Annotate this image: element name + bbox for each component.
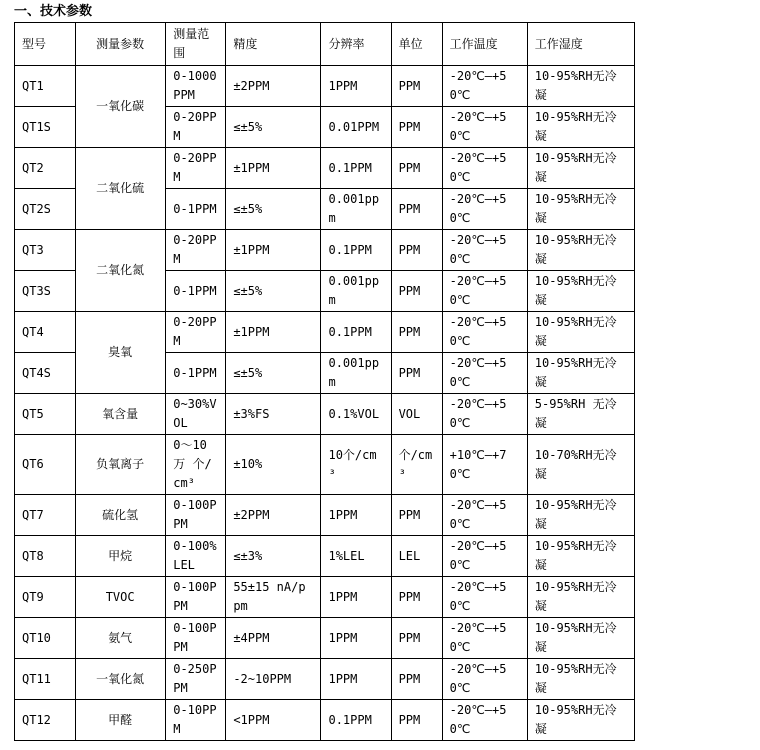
cell-resolution: 1PPM [321,66,391,107]
table-row [15,700,635,741]
cell-range: 0-1PPM [166,271,226,312]
cell-resolution: 1PPM [321,577,391,618]
cell-humidity: 5-95%RH 无冷凝 [527,394,634,435]
cell-resolution: 1%LEL [321,536,391,577]
cell-temp: -20℃—+50℃ [442,271,527,312]
header-cell-3: 精度 [226,23,321,66]
cell-accuracy: ±1PPM [226,312,321,353]
cell-humidity: 10-95%RH无冷凝 [527,659,634,700]
cell-unit: PPM [391,618,442,659]
cell-model: QT6 [15,435,76,495]
header-cell-1: 测量参数 [76,23,166,66]
cell-model: QT2S [15,189,76,230]
table-row [15,230,635,271]
cell-unit: PPM [391,659,442,700]
cell-accuracy: ±3%FS [226,394,321,435]
cell-resolution: 0.001ppm [321,353,391,394]
cell-resolution: 0.1PPM [321,230,391,271]
cell-humidity: 10-95%RH无冷凝 [527,536,634,577]
cell-humidity: 10-95%RH无冷凝 [527,148,634,189]
cell-unit: PPM [391,312,442,353]
cell-range: 0-20PPM [166,230,226,271]
cell-model: QT11 [15,659,76,700]
cell-range: 0~30%VOL [166,394,226,435]
cell-accuracy: ≤±5% [226,107,321,148]
cell-param: 二氧化硫 [76,148,166,230]
cell-temp: -20℃—+50℃ [442,495,527,536]
cell-param: 负氧离子 [76,435,166,495]
table-row [15,66,635,107]
cell-temp: -20℃—+50℃ [442,189,527,230]
cell-unit: VOL [391,394,442,435]
header-cell-5: 单位 [391,23,442,66]
cell-resolution: 10个/cm³ [321,435,391,495]
table-row [15,536,635,577]
table-body [15,66,635,741]
cell-unit: PPM [391,495,442,536]
cell-range: 0-100%LEL [166,536,226,577]
cell-range: 0-100PPM [166,618,226,659]
cell-model: QT4 [15,312,76,353]
cell-model: QT7 [15,495,76,536]
cell-humidity: 10-95%RH无冷凝 [527,271,634,312]
cell-model: QT9 [15,577,76,618]
cell-resolution: 0.001ppm [321,271,391,312]
table-row [15,659,635,700]
cell-accuracy: ±1PPM [226,148,321,189]
cell-range: 0-20PPM [166,107,226,148]
header-cell-0: 型号 [15,23,76,66]
cell-param: 一氧化氮 [76,659,166,700]
cell-humidity: 10-95%RH无冷凝 [527,495,634,536]
cell-humidity: 10-95%RH无冷凝 [527,312,634,353]
table-row [15,618,635,659]
header-cell-2: 测量范围 [166,23,226,66]
header-cell-4: 分辨率 [321,23,391,66]
cell-humidity: 10-95%RH无冷凝 [527,189,634,230]
cell-range: 0-250PPM [166,659,226,700]
cell-resolution: 0.1%VOL [321,394,391,435]
cell-param: 一氧化碳 [76,66,166,148]
table-row [15,435,635,495]
cell-param: TVOC [76,577,166,618]
cell-resolution: 1PPM [321,618,391,659]
cell-model: QT1 [15,66,76,107]
cell-model: QT8 [15,536,76,577]
cell-range: 0-1PPM [166,189,226,230]
cell-unit: PPM [391,577,442,618]
cell-param: 氨气 [76,618,166,659]
cell-temp: -20℃—+50℃ [442,148,527,189]
cell-model: QT3 [15,230,76,271]
cell-param: 甲醛 [76,700,166,741]
cell-temp: -20℃—+50℃ [442,107,527,148]
cell-accuracy: ±1PPM [226,230,321,271]
cell-accuracy: 55±15 nA/ppm [226,577,321,618]
cell-humidity: 10-70%RH无冷凝 [527,435,634,495]
cell-range: 0-1PPM [166,353,226,394]
cell-humidity: 10-95%RH无冷凝 [527,353,634,394]
table-row [15,394,635,435]
cell-accuracy: ≤±5% [226,353,321,394]
cell-range: 0-20PPM [166,148,226,189]
cell-temp: -20℃—+50℃ [442,66,527,107]
cell-temp: -20℃—+50℃ [442,312,527,353]
cell-resolution: 0.1PPM [321,700,391,741]
page-title: 一、技术参数 [14,4,93,19]
cell-unit: 个/cm³ [391,435,442,495]
cell-param: 氧含量 [76,394,166,435]
cell-range: 0～10万 个/cm³ [166,435,226,495]
cell-accuracy: ≤±5% [226,271,321,312]
cell-param: 二氧化氮 [76,230,166,312]
cell-model: QT10 [15,618,76,659]
cell-model: QT12 [15,700,76,741]
cell-unit: PPM [391,271,442,312]
cell-temp: -20℃—+50℃ [442,353,527,394]
cell-temp: -20℃—+50℃ [442,536,527,577]
cell-temp: -20℃—+50℃ [442,394,527,435]
cell-accuracy: ≤±5% [226,189,321,230]
cell-humidity: 10-95%RH无冷凝 [527,577,634,618]
cell-accuracy: ±2PPM [226,495,321,536]
table-header-row [15,23,635,66]
cell-resolution: 1PPM [321,659,391,700]
cell-param: 甲烷 [76,536,166,577]
table-row [15,495,635,536]
cell-humidity: 10-95%RH无冷凝 [527,107,634,148]
cell-accuracy: ≤±3% [226,536,321,577]
cell-range: 0-100PPM [166,577,226,618]
cell-resolution: 0.1PPM [321,312,391,353]
cell-humidity: 10-95%RH无冷凝 [527,230,634,271]
cell-resolution: 1PPM [321,495,391,536]
cell-temp: -20℃—+50℃ [442,577,527,618]
cell-resolution: 0.01PPM [321,107,391,148]
cell-unit: PPM [391,107,442,148]
table-row [15,577,635,618]
cell-unit: PPM [391,700,442,741]
cell-temp: -20℃—+50℃ [442,230,527,271]
cell-resolution: 0.001ppm [321,189,391,230]
cell-unit: PPM [391,189,442,230]
cell-temp: -20℃—+50℃ [442,659,527,700]
cell-model: QT4S [15,353,76,394]
cell-model: QT2 [15,148,76,189]
cell-unit: PPM [391,230,442,271]
table-row [15,312,635,353]
header-cell-6: 工作温度 [442,23,527,66]
table-row [15,148,635,189]
cell-humidity: 10-95%RH无冷凝 [527,618,634,659]
cell-unit: PPM [391,66,442,107]
cell-range: 0-1000PPM [166,66,226,107]
cell-model: QT5 [15,394,76,435]
cell-resolution: 0.1PPM [321,148,391,189]
cell-accuracy: <1PPM [226,700,321,741]
cell-temp: +10℃—+70℃ [442,435,527,495]
cell-unit: PPM [391,148,442,189]
cell-temp: -20℃—+50℃ [442,618,527,659]
cell-range: 0-20PPM [166,312,226,353]
cell-accuracy: ±10% [226,435,321,495]
cell-param: 臭氧 [76,312,166,394]
header-cell-7: 工作湿度 [527,23,634,66]
cell-unit: LEL [391,536,442,577]
cell-accuracy: -2~10PPM [226,659,321,700]
cell-range: 0-10PPM [166,700,226,741]
cell-unit: PPM [391,353,442,394]
cell-humidity: 10-95%RH无冷凝 [527,66,634,107]
cell-model: QT1S [15,107,76,148]
cell-range: 0-100PPM [166,495,226,536]
cell-accuracy: ±4PPM [226,618,321,659]
cell-accuracy: ±2PPM [226,66,321,107]
cell-model: QT3S [15,271,76,312]
cell-temp: -20℃—+50℃ [442,700,527,741]
cell-param: 硫化氢 [76,495,166,536]
cell-humidity: 10-95%RH无冷凝 [527,700,634,741]
spec-table [14,22,635,741]
